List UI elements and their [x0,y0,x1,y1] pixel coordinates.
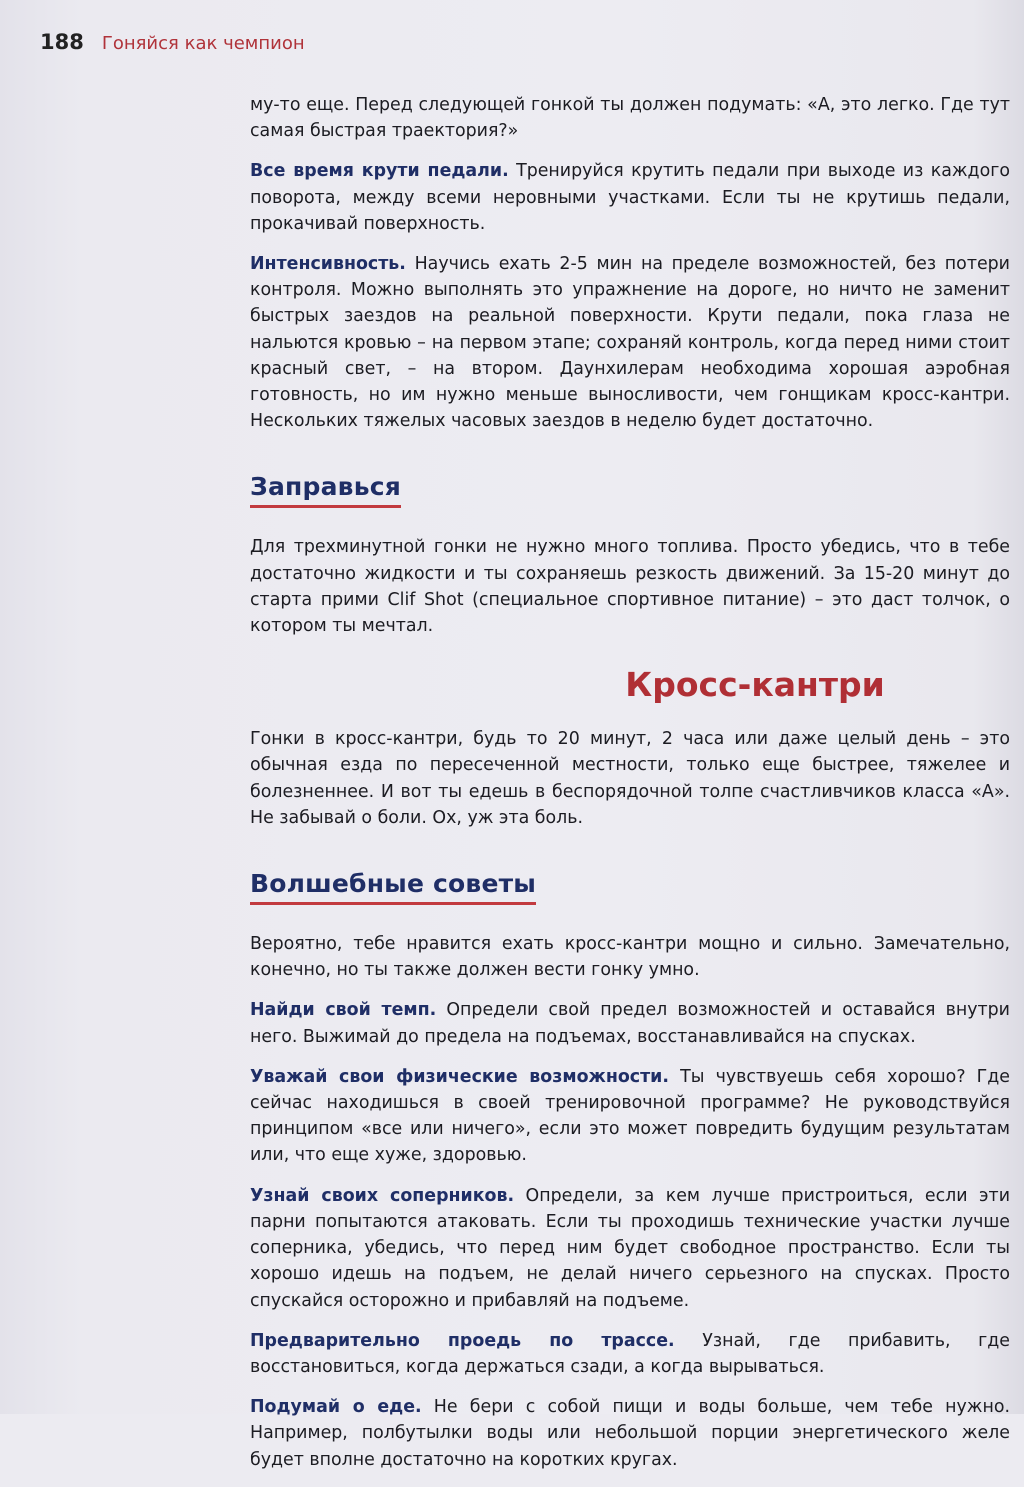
tip-respect [250,1064,1010,1169]
tip-lead: Уважай свои физические возможности. [250,1066,669,1087]
page-header [40,30,305,54]
tip-text: Ты чувствуешь себя хорошо? Где сейчас находишься в своей тренировочной программе? Не руководствуйся принципом «все или ничего», если это может повредить будущим результатам или, что еще хуже, здоровью. [250,1066,1010,1166]
running-title: Гоняйся как чемпион [101,33,305,54]
paragraph-continuation: му-то еще. Перед следующей гонкой ты должен подумать: «А, это легко. Где тут самая быстрая траектория?» [250,95,1010,142]
tip-lead: Интенсивность. [250,254,406,275]
tip-text: Узнай, где прибавить, где восстановиться, когда держаться сзади, а когда вырываться. [250,1330,1010,1377]
tip-text: Не бери с собой пищи и воды больше, чем тебе нужно. Например, полбутылки воды или небольшой порции энергетического желе будет вполне достаточно на коротких кругах. [250,1397,1010,1470]
tip-text: Научись ехать 2-5 мин на пределе возможностей, без потери контроля. Можно выполнять это упражнение на дороге, но ничто не заменит быстрых заездов на реальной поверхности. Крути педали, пока глаза не нальются кровью – на первом этапе; сохраняй контроль, когда перед ними стоит красный свет, – на втором. Даунхилерам необходима хорошая аэробная готовность, но им нужно меньше выносливости, чем гонщикам кросс-кантри. Нескольких тяжелых часовых заездов в неделю будет достаточно. [250,254,1010,432]
tip-intensity [250,251,1010,434]
paragraph-intro: Гонки в кросс-кантри, будь то 20 минут, 2 часа или даже целый день – это обычная езда по пересеченной местности, только еще быстрее, тяжелее и болезненнее. И вот ты едешь в беспорядочной толпе счастливчиков класса «А». Не забывай о боли. Ох, уж эта боль. [250,729,1010,828]
page-number: 188 [40,30,84,54]
chapter-heading: Кросс-кантри [625,665,885,705]
tip-text: Определи, за кем лучше пристроиться, если эти парни попытаются атаковать. Если ты проходишь технические участки лучше соперника, убедись, что перед ним будет свободное пространство. Если ты хорошо идешь на подъем, не делай ничего серьезного на спусках. Просто спускайся осторожно и прибавляй на подъеме. [250,1185,1010,1311]
tip-lead: Предварительно проедь по трассе. [250,1330,675,1351]
tip-lead: Все время крути педали. [250,161,509,182]
tip-pedal [250,158,1010,237]
tip-food [250,1394,1010,1473]
tip-preride [250,1328,1010,1380]
tip-text: Определи свой предел возможностей и оставайся внутри него. Выжимай до предела на подъемах, восстанавливайся на спусках. [250,1000,1010,1047]
paragraph-fuel: Для трехминутной гонки не нужно много топлива. Просто убедись, что в тебе достаточно жидкости и ты сохраняешь резкость движений. За 15-20 минут до старта прими Clif Shot (специальное спортивное питание) – это даст толчок, о котором ты мечтал. [250,537,1010,637]
tip-lead: Подумай о еде. [250,1397,422,1418]
tip-lead: Найди свой темп. [250,1000,437,1021]
page-content [250,92,1010,1487]
tip-rivals [250,1183,1010,1314]
section-heading-fuel: Заправься [250,472,401,508]
section-heading-tips: Волшебные советы [250,869,536,905]
tip-lead: Узнай своих соперников. [250,1185,515,1206]
tip-text: Тренируйся крутить педали при выходе из каждого поворота, между всеми неровными участками. Если ты не крутишь педали, прокачивай поверхность. [250,161,1011,234]
tip-pace [250,997,1010,1049]
paragraph-tips-intro: Вероятно, тебе нравится ехать кросс-кантри мощно и сильно. Замечательно, конечно, но ты также должен вести гонку умно. [250,934,1010,981]
